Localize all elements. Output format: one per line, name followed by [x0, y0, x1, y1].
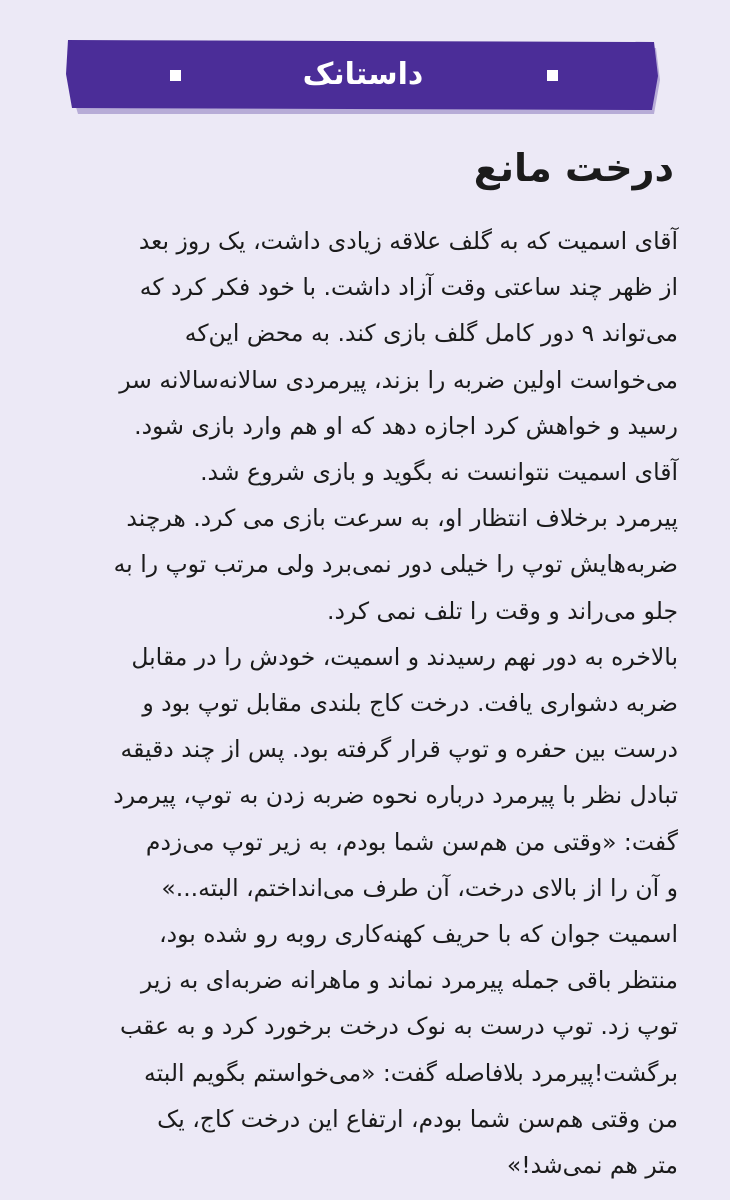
story-line: می‌تواند ۹ دور کامل گلف بازی کند. به محض این‌که [184, 319, 678, 348]
story-line: می‌خواست اولین ضربه را بزند، پیرمردی سالانه‌سالانه سر [119, 365, 678, 394]
story-line: برگشت!پیرمرد بلافاصله گفت: «می‌خواستم بگویم البته [144, 1058, 678, 1087]
story-line: تبادل نظر با پیرمرد درباره نحوه ضربه زدن به توپ، پیرمرد [113, 781, 678, 810]
story-body [36, 218, 678, 1188]
story-line: متر هم نمی‌شد!» [506, 1151, 678, 1180]
story-title: درخت مانع [473, 146, 674, 190]
story-line: من وقتی هم‌سن شما بودم، ارتفاع این درخت کاج، یک [157, 1104, 678, 1133]
story-line: ضربه‌هایش توپ را خیلی دور نمی‌برد ولی مرتب توپ را به [113, 550, 678, 579]
story-line: جلو می‌راند و وقت را تلف نمی کرد. [327, 596, 678, 625]
banner-dot-right [547, 70, 558, 81]
story-line: توپ زد. توپ درست به نوک درخت برخورد کرد و به عقب [120, 1012, 678, 1041]
section-banner [66, 40, 660, 114]
story-line: درست بین حفره و توپ قرار گرفته بود. پس از چند دقیقه [120, 735, 678, 764]
story-line: بالاخره به دور نهم رسیدند و اسمیت، خودش را در مقابل [131, 642, 678, 671]
section-label: داستانک [302, 57, 424, 92]
story-line: گفت: «وقتی من هم‌سن شما بودم، به زیر توپ می‌زدم [145, 827, 678, 856]
story-line: منتظر باقی جمله پیرمرد نماند و ماهرانه ضربه‌ای به زیر [140, 966, 678, 995]
story-line: ضربه دشواری یافت. درخت کاج بلندی مقابل توپ بود و [142, 689, 678, 718]
story-line: آقای اسمیت که به گلف علاقه زیادی داشت، یک روز بعد [138, 227, 678, 255]
story-line: و آن را از بالای درخت، آن طرف می‌انداختم، البته...» [161, 873, 678, 902]
story-line: از ظهر چند ساعتی وقت آزاد داشت. با خود فکر کرد که [139, 273, 678, 302]
story-line: آقای اسمیت نتوانست نه بگوید و بازی شروع شد. [200, 458, 678, 487]
story-line: پیرمرد برخلاف انتظار او، به سرعت بازی می کرد. هرچند [126, 504, 678, 533]
story-line: اسمیت جوان که با حریف کهنه‌کاری روبه رو شده بود، [159, 920, 678, 949]
story-line: رسید و خواهش کرد اجازه دهد که او هم وارد بازی شود. [134, 411, 678, 440]
